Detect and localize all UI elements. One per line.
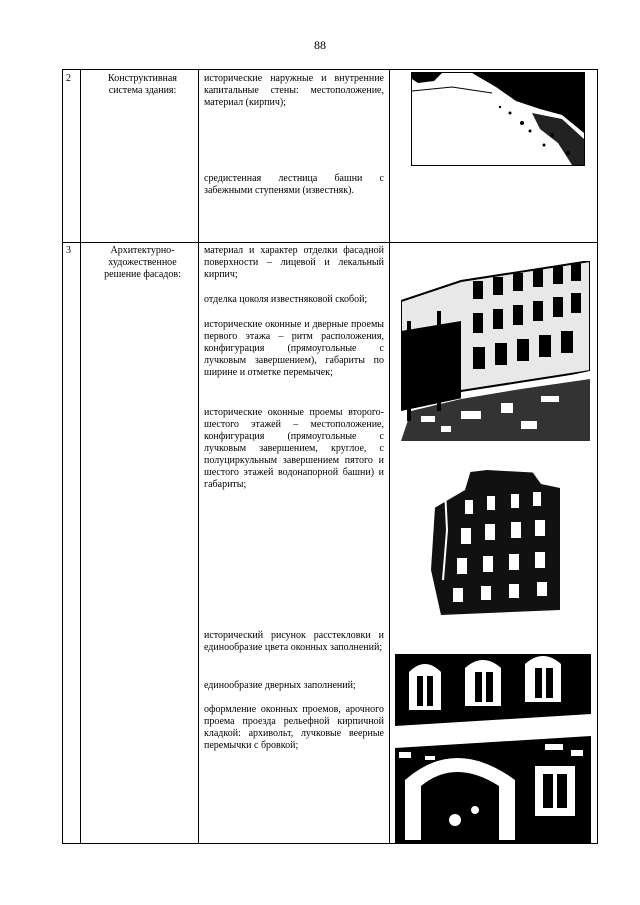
arched-windows-photo [395,640,591,843]
column-divider [389,70,390,843]
row-2-feature: Конструктивная система здания: [108,73,177,96]
row-3-item-3: исторические оконные и дверные проемы первого этажа – ритм расположения, конфигурация (прямоугольные с лучковым завершением), габариты по ширине и отметке перемычек; [204,319,384,378]
row-3-feature: Архитектурно-художественное решение фасадов: [104,245,181,280]
row-2-number: 2 [66,73,71,84]
row-3-item-4: исторические оконные проемы второго-шестого этажей – местоположение, конфигурация (прямоугольные с лучковым завершением, круглое, с полуциркульным завершением пятого и шестого этажей водонапорной башни) и габариты; [204,407,384,490]
row-3-item-7: оформление оконных проемов, арочного проема проезда рельефной кирпичной кладкой: архивольт, лучковые веерные перемычки с бровкой; [204,704,384,751]
row-divider [63,242,597,243]
row-3-item-1: материал и характер отделки фасадной поверхности – лицевой и лекальный кирпич; [204,245,384,280]
row-3-number: 3 [66,245,71,256]
row-2-item-2: средистенная лестница башни с забежными ступенями (известняк). [204,173,384,196]
page-number: 88 [314,38,326,52]
column-divider [198,70,199,843]
column-divider [80,70,81,843]
row-3-item-2: отделка цоколя известняковой скобой; [204,294,368,305]
row-3-item-6: единообразие дверных заполнений; [204,680,356,691]
row-2-item-1: исторические наружные и внутренние капитальные стены: местоположение, материал (кирпич); [204,73,384,108]
water-tower-photo [431,470,560,615]
interior-wall-photo [411,72,585,166]
row-3-item-5: исторический рисунок расстекловки и единообразие цвета оконных заполнений; [204,630,384,653]
heritage-table [62,69,598,844]
facade-photo [401,261,590,441]
